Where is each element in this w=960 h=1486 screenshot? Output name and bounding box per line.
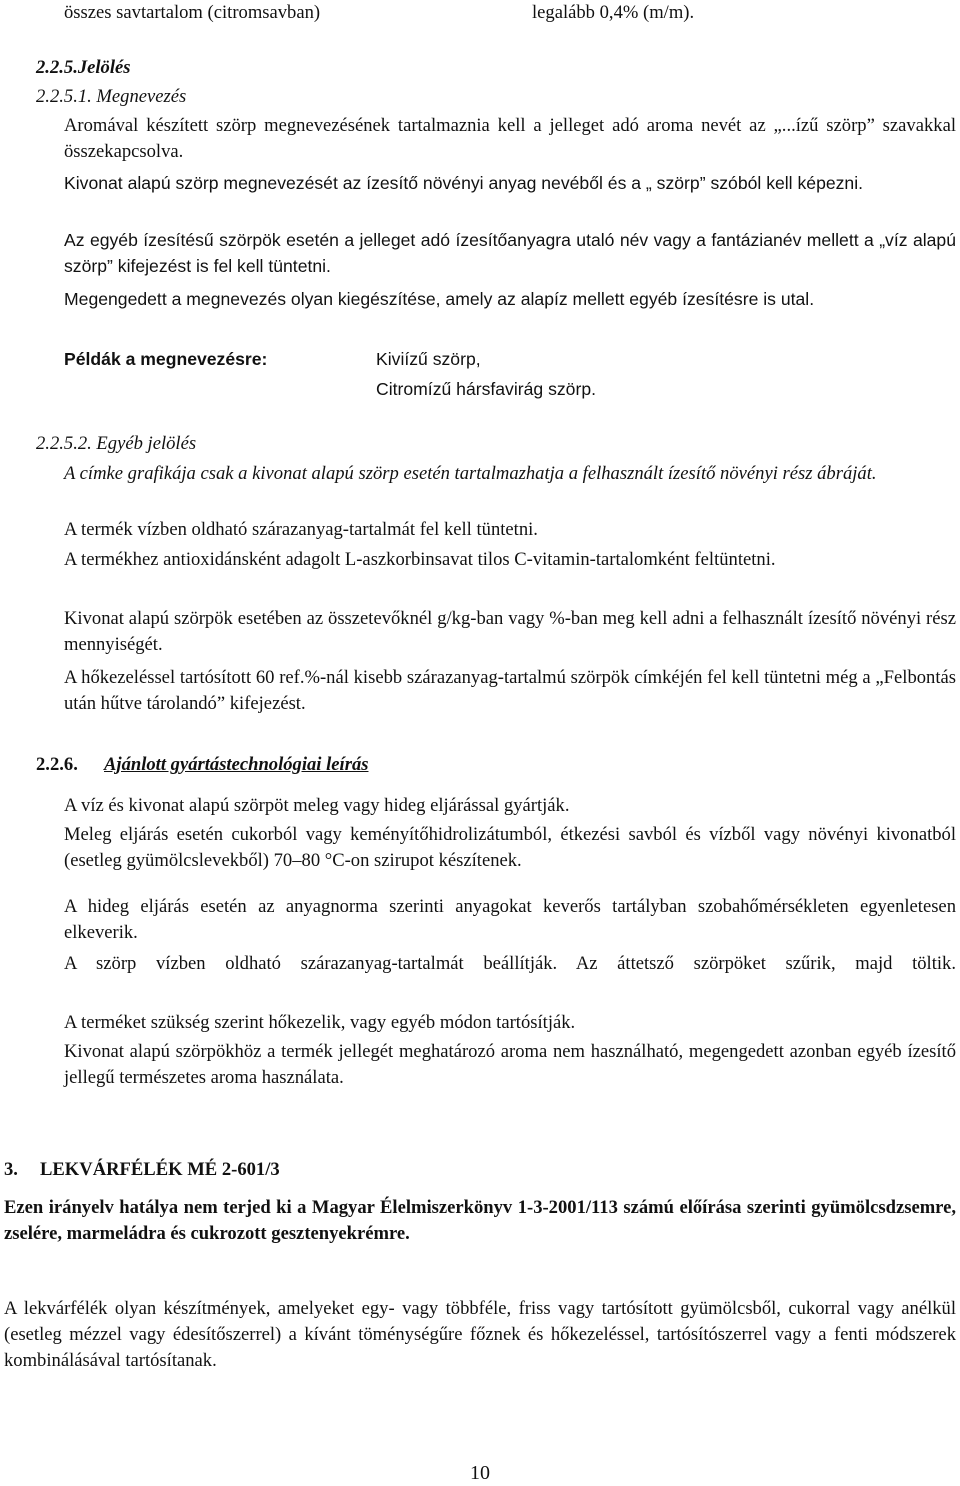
paragraph-preservation: A terméket szükség szerint hőkezelik, vagy egyéb módon tartósítják. xyxy=(64,1012,576,1033)
paragraph-refrigeration-note: A hőkezeléssel tartósított 60 ref.%-nál kisebb szárazanyag-tartalmú szörpök címkéjén fel kell tüntetni még a „Felbontás után hűtve tárolandó” kifejezést. xyxy=(64,667,956,714)
section-number-226: 2.2.6. xyxy=(36,754,78,775)
paragraph-name-extension: Megengedett a megnevezés olyan kiegészítése, amely az alapíz mellett egyéb ízesítésre is utal. xyxy=(64,289,815,309)
paragraph-methods: A víz és kivonat alapú szörpöt meleg vagy hideg eljárással gyártják. xyxy=(64,795,570,816)
paragraph-cold-process: A hideg eljárás esetén az anyagnorma szerinti anyagokat keverős tartályban szobahőmérsékleten egyenletesen elkeverik. xyxy=(64,896,956,943)
page-number: 10 xyxy=(470,1462,490,1484)
paragraph-other-flavour: Az egyéb ízesítésű szörpök esetén a jelleget adó ízesítőanyagra utaló név vagy a fantázianév mellett a „víz alapú szörp” kifejezést is fel kell tüntetni. xyxy=(64,230,956,276)
paragraph-extract-name: Kivonat alapú szörp megnevezését az ízesítő növényi anyag nevéből és a „ szörp” szóból kell képezni. xyxy=(64,173,864,193)
paragraph-aroma-name: Aromával készített szörp megnevezésének tartalmaznia kell a jelleget adó aroma nevét az „...ízű szörp” szavakkal összekapcsolva. xyxy=(64,115,956,162)
acidity-label: összes savtartalom (citromsavban) xyxy=(64,2,321,23)
paragraph-filtering: A szörp vízben oldható szárazanyag-tartalmát beállítják. Az áttetsző szörpöket szűrik, majd töltik. xyxy=(64,953,956,974)
paragraph-aroma-use: Kivonat alapú szörpökhöz a termék jellegét meghatározó aroma nem használható, megengedett azonban egyéb ízesítő jellegű természetes aroma használata. xyxy=(64,1041,956,1088)
paragraph-jam-definition: A lekvárfélék olyan készítmények, amelyeket egy- vagy többféle, friss vagy tartósított gyümölcsből, cukorral vagy anélkül (esetleg mézzel vagy édesítőszerrel) a kívánt töménységűre főznek és hőkezeléssel, tartósítószerrel vagy a fenti módszerek kombinálásával tartósítanak. xyxy=(4,1298,956,1371)
acidity-value: legalább 0,4% (m/m). xyxy=(532,2,695,23)
section-title-226: Ajánlott gyártástechnológiai leírás xyxy=(104,754,369,775)
paragraph-label-graphics: A címke grafikája csak a kivonat alapú szörp esetén tartalmazhatja a felhasznált ízesítő növényi rész ábráját. xyxy=(64,463,877,484)
example-kiwi: Kiviízű szörp, xyxy=(376,349,481,369)
paragraph-extract-quantity: Kivonat alapú szörpök esetében az összetevőknél g/kg-ban vagy %-ban meg kell adni a felhasznált ízesítő növényi rész mennyiségét. xyxy=(64,608,956,655)
paragraph-scope-exclusion: Ezen irányelv hatálya nem terjed ki a Magyar Élelmiszerkönyv 1-3-2001/113 számú előírása szerinti gyümölcsdzsemre, zselére, marmeládra és cukrozott gesztenyekrémre. xyxy=(4,1197,956,1244)
section-number-3: 3. xyxy=(4,1159,18,1180)
paragraph-dry-matter: A termék vízben oldható szárazanyag-tartalmát fel kell tüntetni. xyxy=(64,519,538,540)
paragraph-hot-process: Meleg eljárás esetén cukorból vagy keményítőhidrolizátumból, étkezési savból és vízből vagy növényi kivonatból (esetleg gyümölcslevekből) 70–80 °C-on szirupot készítenek. xyxy=(64,824,956,871)
section-title-3: LEKVÁRFÉLÉK MÉ 2-601/3 xyxy=(40,1159,280,1180)
section-heading-2255: 2.2.5.Jelölés xyxy=(36,57,131,78)
paragraph-ascorbic-acid: A termékhez antioxidánsként adagolt L-aszkorbinsavat tilos C-vitamin-tartalomként feltüntetni. xyxy=(64,549,776,570)
examples-label: Példák a megnevezésre: xyxy=(64,349,268,369)
subheading-2251: 2.2.5.1. Megnevezés xyxy=(36,86,187,107)
example-lemon-linden: Citromízű hársfavirág szörp. xyxy=(376,379,596,399)
subheading-2252: 2.2.5.2. Egyéb jelölés xyxy=(36,433,197,454)
